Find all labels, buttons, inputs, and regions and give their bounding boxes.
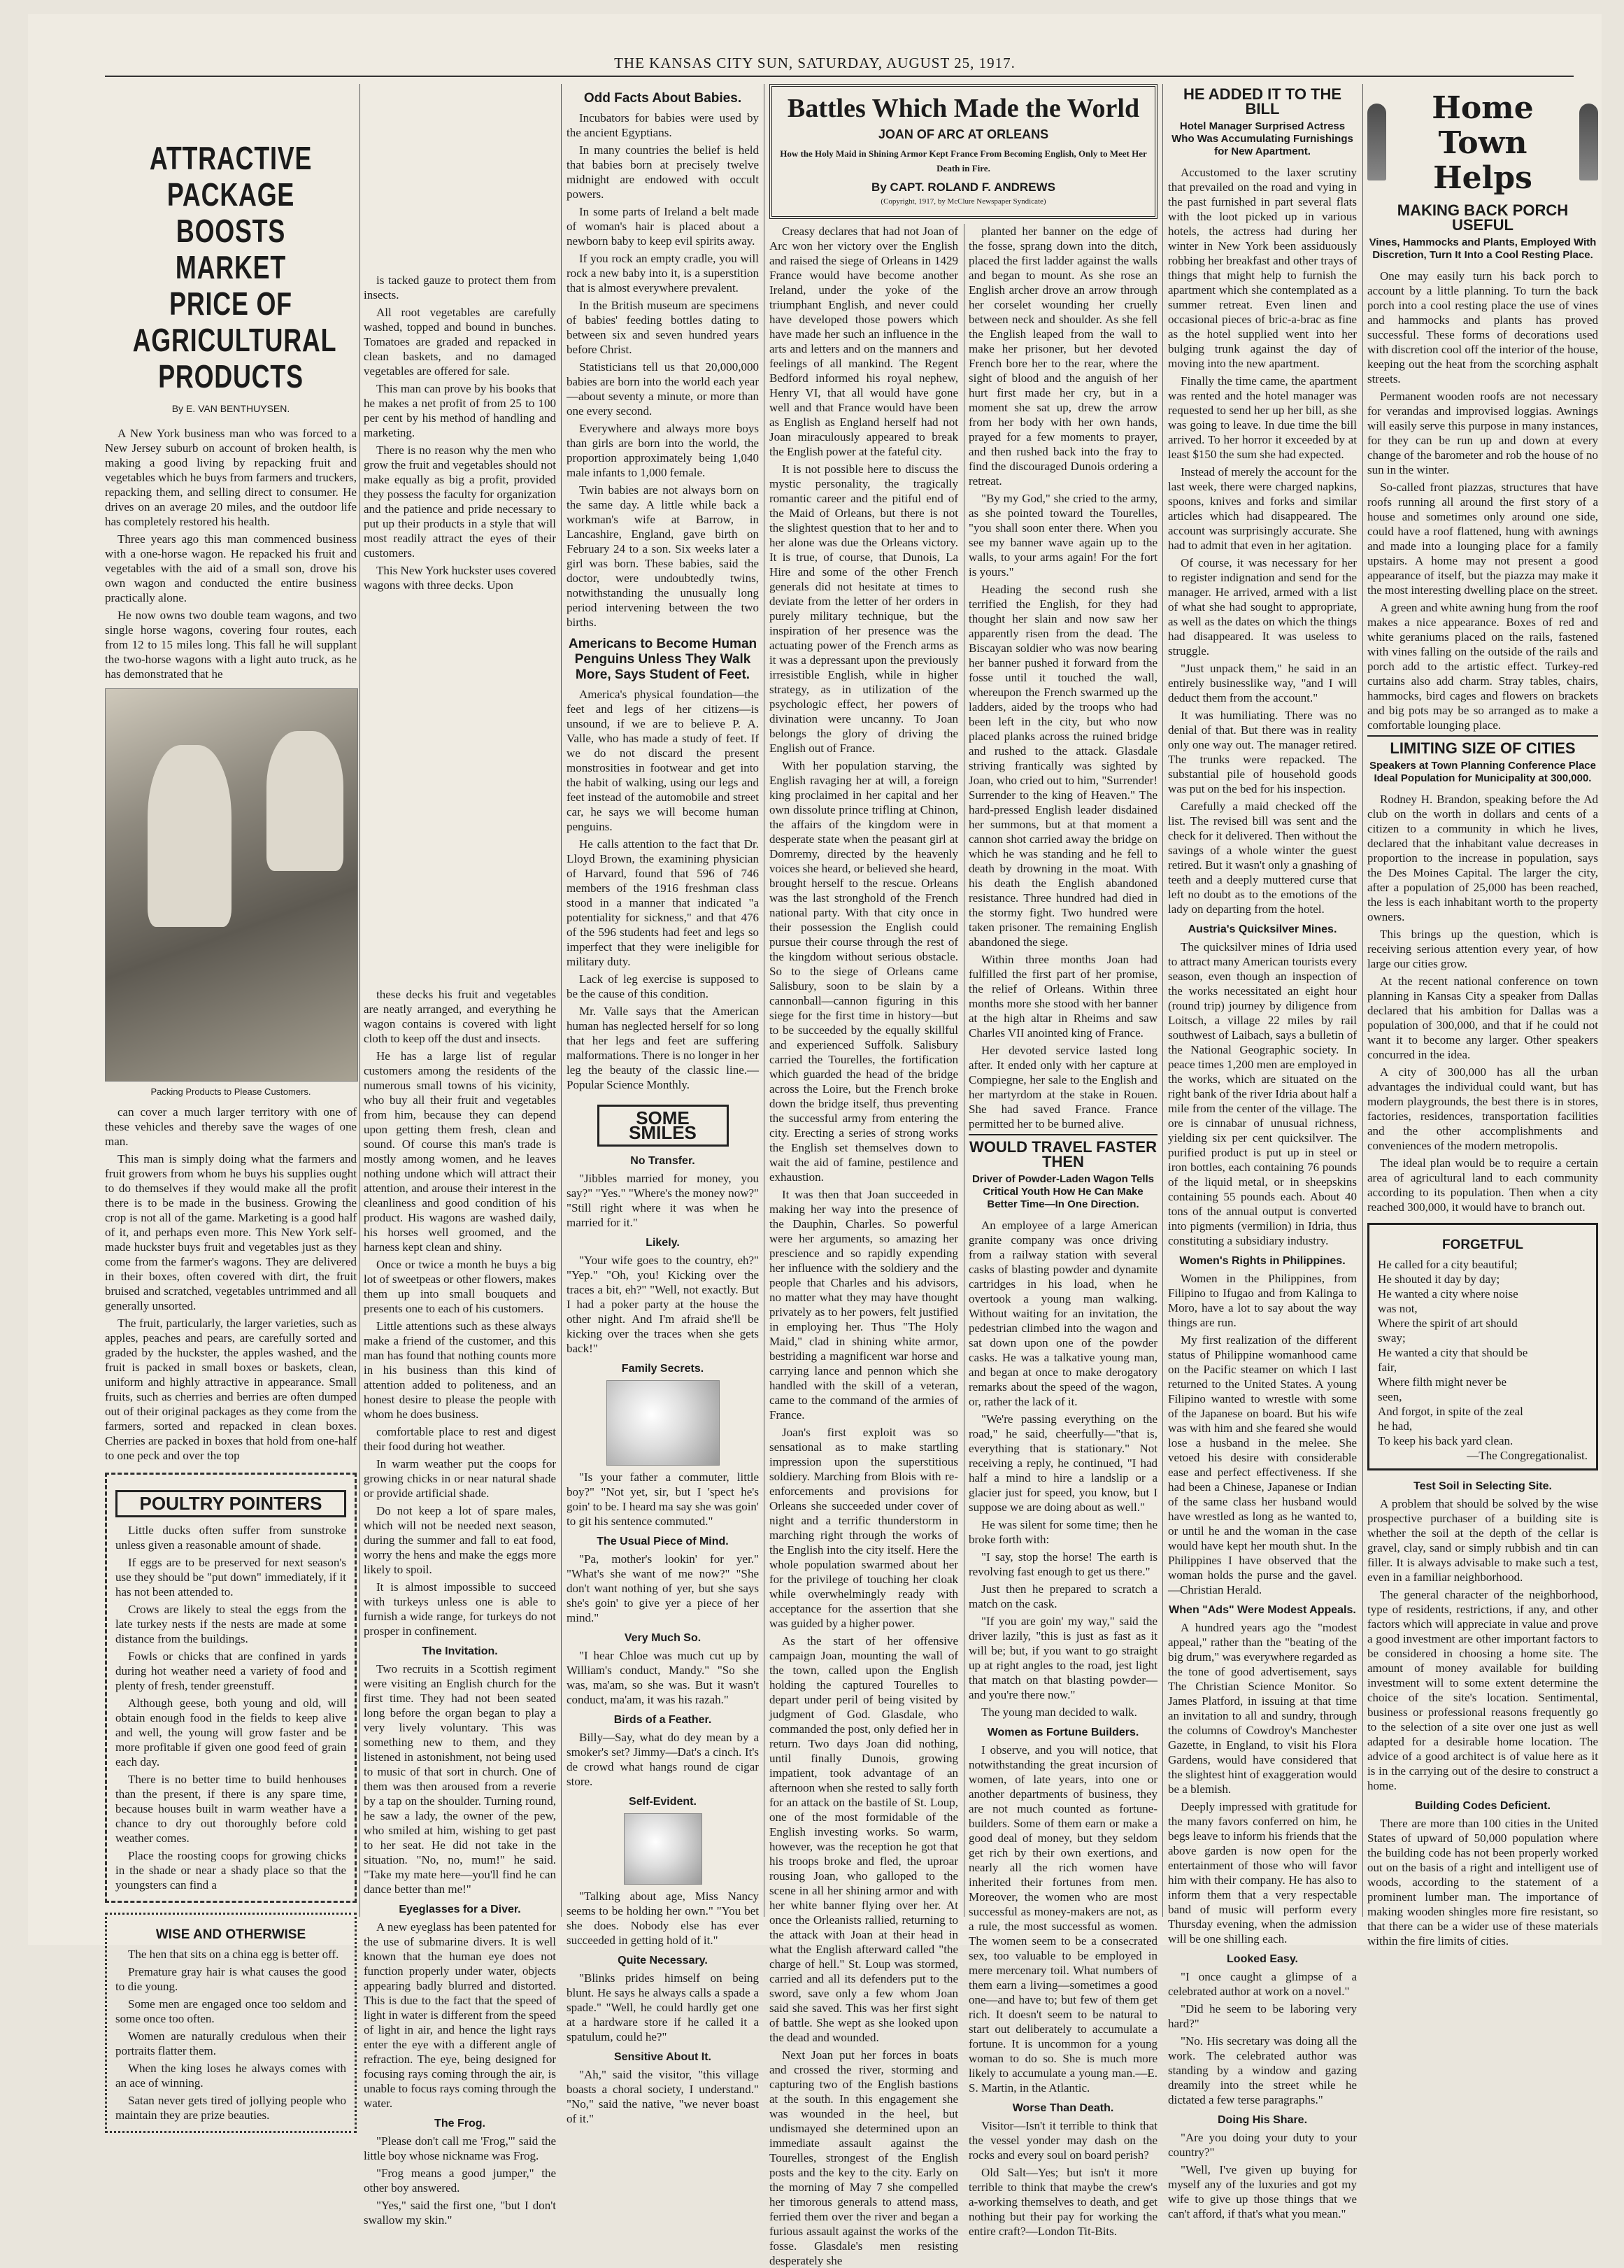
article-paragraph: can cover a much larger territory with one of these vehicles and thereby save the wages of one man. [105, 1105, 357, 1148]
article-paragraph: Do not keep a lot of spare males, which will not be needed next season, during the summer and fall to eat food, worry the hens and make the eggs more likely to spoil. [364, 1504, 556, 1576]
article-paragraph: Statisticians tell us that 20,000,000 babies are born into the world each year—about seventy a minute, or more than one every second. [567, 360, 759, 418]
headline-package: ATTRACTIVE PACKAGE BOOSTS MARKET PRICE OF AGRICULTURAL PRODUCTS [132, 140, 337, 395]
wise-item: Premature gray hair is what causes the good to die young. [115, 1965, 346, 1993]
poultry-item: Although geese, both young and old, will obtain enough food in the fields to keep alive and well, the young will grow faster and be more profitable if given one good feed of grain each day. [115, 1696, 346, 1769]
wise-item: When the king loses he always comes with an ace of winning. [115, 2062, 346, 2090]
article-paragraph: My first realization of the different status of Philippine womanhood came on the Pacific steamer on which I last returned to the United States. A young Filipino wanted to wrestle with some of the Japanese on board. But his wife was with him and she feared she would lose a husband in the melee. She vetoed his desire with considerable ease and perfect effectiveness. If she had been a Chinese, Japanese or Indian of the same class her husband would have wrestled as long as he wanted to, or until he and the woman in the case would have kept her mouth shut. In the Philippines I have observed that the woman holds the purse and the gavel.—Christian Herald. [1168, 1333, 1357, 1596]
article-paragraph: "Well, I've given up buying for myself any of the luxuries and got my wife to give up those things that we can't afford, if that's what you mean." [1168, 2163, 1357, 2220]
article-paragraph: At the recent national conference on town planning in Kansas City a speaker from Dallas declared that his ambition for Dallas was a population of 300,000, and that if he could not want it to become any larger. Other speakers concurred in the idea. [1367, 974, 1598, 1061]
article-paragraph: Everywhere and always more boys than girls are born into the world, the proportion approximately being 1,040 male infants to 1,000 female. [567, 422, 759, 479]
article-paragraph: If you rock an empty cradle, you will rock a new baby into it, is a superstition that is almost everywhere prevalent. [567, 252, 759, 295]
article-paragraph: is tacked gauze to protect them from insects. [364, 274, 556, 302]
article-paragraph: He calls attention to the fact that Dr. Lloyd Brown, the examining physician of Harvard, found that 596 of 746 members of the 1916 freshman class stood in a manner that indicated "a potentiality for sickness," and that 476 of the 596 students had feet and legs so imperfect that they were ineligible for military duty. [567, 837, 759, 968]
article-paragraph: I observe, and you will notice, that notwithstanding the great incursion of women, of late years, into one or another departments of business, they are not much counted as fortune-builders. Some of them earn or make a good deal of money, but they seldom get rich by their own exertions, and nearly all the rich women have inherited their fortunes from men. Moreover, the women who are most successful as money-makers are not, as a rule, the most successful as women. The women seem to be a consecrated sex, too valuable to be employed in mere mercenary toil. What numbers of them earn a living—sometimes a good one—and have to; but few of them get rich. It doesn't seem to be natural to start out deliberately to accumulate a fortune. It is uncommon for a young woman to do so. She is much more likely to accumulate a young man.—E. S. Martin, in the Atlantic. [969, 1743, 1158, 2095]
poultry-item: Little ducks often suffer from sunstroke unless given a reasonable amount of shade. [115, 1524, 346, 1552]
wise-title: WISE AND OTHERWISE [155, 1927, 306, 1942]
joke-title: Likely. [646, 1237, 680, 1249]
masthead: THE KANSAS CITY SUN, SATURDAY, AUGUST 25, 1917. [614, 55, 1016, 71]
masthead-rule [105, 76, 1574, 77]
bill-title: HE ADDED IT TO THE BILL [1183, 85, 1342, 118]
article-paragraph: Carefully a maid checked off the list. The revised bill was sent and the check for it delivered. Then without the savings of a whole winter the guest retired. But it wasn't only a gnashing of teeth and a deeply muttered curse that left no doubt as to the emotions of the lady on departing from the hotel. [1168, 800, 1357, 916]
article-paragraph: One may easily turn his back porch to account by a little planning. To turn the back porch into a cool resting place the use of vines and hammocks and plants has proved successful. These forms of decorations used with discretion cool off the interior of the house, keeping out the heat from the scorching asphalt streets. [1367, 269, 1598, 385]
joke-title: Very Much So. [624, 1632, 701, 1644]
article-paragraph: A new eyeglass has been patented for the use of submarine divers. It is well known that the human eye does not function properly under water, objects appearing badly blurred and distorted. This is due to the fact that the speed of light in water is different from the speed of light in air, and hence the light rays enter the eye with a different angle of refraction. The eye, being designed for focusing rays coming through the air, is unable to focus rays coming through the water. [364, 1920, 556, 2110]
article-paragraph: "Just unpack them," he said in an entirely businesslike way, "and I will deduct them from the account." [1168, 662, 1357, 704]
article-paragraph: It is almost impossible to succeed with turkeys unless one is able to furnish a wide range, for turkeys do not prosper in confinement. [364, 1580, 556, 1638]
newspaper-page [28, 14, 1602, 2267]
article-paragraph: In warm weather put the coops for growing chicks in or near natural shade or provide artificial shade. [364, 1457, 556, 1500]
article-paragraph: He now owns two double team wagons, and two single horse wagons, covering four routes, each from 12 to 15 miles long. This fall he will supplant the two-horse wagons with a light auto truck, as he has demonstrated that he [105, 609, 357, 681]
easy-title: Looked Easy. [1227, 1953, 1298, 1965]
joke-body: "Blinks prides himself on being blunt. He says he always calls a spade a spade." "Well, he could hardly get one at a hardware store if he called it a spatulum, could he?" [567, 1971, 759, 2043]
mines-title: Austria's Quicksilver Mines. [1188, 923, 1337, 935]
article-paragraph: All root vegetables are carefully washed, topped and bound in bunches. Tomatoes are graded and repacked in clean baskets, and no damaged vegetables are offered for sale. [364, 306, 556, 378]
frog-title: The Frog. [434, 2118, 485, 2129]
travel-deck: Driver of Powder-Laden Wagon Tells Critical Youth How He Can Make Better Time—In One Direction. [971, 1173, 1155, 1210]
poem-line: seen, [1378, 1390, 1402, 1403]
article-paragraph: Visitor—Isn't it terrible to think that the vessel yonder may dash on the rocks and every soul on board perish? [969, 2119, 1158, 2162]
worse-title: Worse Than Death. [1012, 2102, 1114, 2114]
article-paragraph: A city of 300,000 has all the urban advantages the individual could want, but has modern playgrounds, the best there is in stores, factories, residences, transportation facilities and the other accomplishments and conveniences of the modern metropolis. [1367, 1065, 1598, 1152]
article-paragraph: Incubators for babies were used by the ancient Egyptians. [567, 111, 759, 139]
article-paragraph: "No. His secretary was doing all the work. The celebrated author was standing by a window and gazing dreamily into the street while he dictated a few terse paragraphs." [1168, 2034, 1357, 2106]
joke-body: "Your wife goes to the country, eh?" "Yep." "Oh, you! Kicking over the traces a bit, eh?" "Well, not exactly. But I had a poker party at the house the other night. And I'm afraid she'll be kicking over the traces when she gets back!" [567, 1254, 759, 1355]
article-paragraph: He was silent for some time; then he broke forth with: [969, 1518, 1158, 1546]
article-paragraph: He has a large list of regular customers among the residents of the numerous small towns of his vicinity, who buy all their fruit and vegetables from him, because they can depend upon getting them fresh, clean and sound. Of course this man's trade is mostly among women, and he leaves nothing undone which will attract their attention, and arouse their interest in the cleanliness and good condition of his product. His wagons are washed daily, his horses well groomed, and the harness kept clean and shiny. [364, 1049, 556, 1254]
battles-copyright: (Copyright, 1917, by McClure Newspaper Syndicate) [881, 197, 1046, 206]
article-paragraph: "We're passing everything on the road," he said, cheerfully—"that is, everything that is stationary." Not receiving a reply, he continued, "I had half a mind to hire a landslip or a glacier just for speed, you know, but I suppose we are doing about as well." [969, 1412, 1158, 1514]
plant-icon [1579, 104, 1598, 180]
article-paragraph: In the British museum are specimens of babies' feeding bottles dating to between six and seven hundred years before Christ. [567, 299, 759, 356]
porch-title: MAKING BACK PORCH USEFUL [1397, 201, 1569, 234]
home-town-helps-header [1367, 84, 1598, 200]
joke-title: Sensitive About It. [614, 2051, 711, 2063]
wise-item: Some men are engaged once too seldom and some once too often. [115, 1997, 346, 2025]
article-paragraph: Three years ago this man commenced business with a one-horse wagon. He repacked his fruit and vegetables with the aid of a small son, drove his own wagon and conducted the entire business practically alone. [105, 532, 357, 604]
article-paragraph: Her devoted service lasted long after. It ended only with her capture at Compiegne, her sale to the English and her martyrdom at the stake in Rouen. She had saved France. France permitted her to be burned alive. [969, 1044, 1158, 1131]
joke-body: "Ah," said the visitor, "this village boasts a choral society, I understand." "No," said the native, "we never boast of it." [567, 2068, 759, 2125]
wise-item: Women are naturally credulous when their portraits flatter them. [115, 2029, 346, 2057]
cartoon-illustration [606, 1380, 720, 1466]
article-paragraph: The general character of the neighborhood, type of residents, restrictions, if any, and other factors which will appreciate in value and prove a good investment are other important factors to be considered in choosing a home site. The amount of money available for building investment will to some extent determine the choice of the site's location. Sentimental, business or professional reasons frequently go to the selection of a site over one just as well adapted for a desirable home location. The advice of a good architect is of value here as it is in the carrying out of the desire to construct a home. [1367, 1588, 1598, 1792]
ads-title: When "Ads" Were Modest Appeals. [1169, 1604, 1356, 1616]
poem-line: Where the spirit of art should [1378, 1317, 1518, 1330]
column-divider [359, 84, 360, 1917]
plant-icon [1367, 104, 1386, 180]
women-title: Women as Fortune Builders. [987, 1727, 1139, 1738]
soil-title: Test Soil in Selecting Site. [1413, 1480, 1552, 1492]
article-paragraph: "If you are goin' my way," said the driver lazily, "this is just as fast as it will be; but, if you want to go straight up at right angles to the road, jest light that match on that blasting powder—and you're there now." [969, 1615, 1158, 1701]
byline: By E. VAN BENTHUYSEN. [171, 403, 290, 414]
invitation-title: The Invitation. [422, 1645, 498, 1657]
column-5 [969, 224, 1158, 2238]
joke-title: The Usual Piece of Mind. [597, 1536, 729, 1547]
poem-line: fair, [1378, 1361, 1397, 1374]
porch-deck: Vines, Hammocks and Plants, Employed With Discretion, Turn It Into a Cool Resting Place. [1369, 236, 1597, 261]
column-divider [1162, 84, 1163, 1917]
article-paragraph: Heading the second rush she terrified the English, for they had thought her slain and now saw her apparently risen from the dead. The Biscayan soldier who was now bearing her banner pushed it forward from the fosse until it touched the wall, whereupon the French swarmed up the ladders, aided by the troops who had been left in the city, but who now placed planks across the ruined bridge and rushed to the attack. Glasdale striving frantically was sighted by Joan, who cried out to him, "Surrender! Surrender to the king of Heaven." The hard-pressed English leader disdained her summons, but at that moment a cannon shot carried away the bridge on which he was standing and he fell to death by drowning in the moat. With his death the English abandoned resistance. Three hundred had died in the stormy fight. Two hundred were taken prisoner. The remaining English abandoned the siege. [969, 583, 1158, 949]
article-paragraph: Finally the time came, the apartment was rented and the hotel manager was requested to send her up her bill, as she was going to leave. In due time the bill arrived. To her horror it exceeded by at least $150 the sum she had expected. [1168, 374, 1357, 461]
battles-byline: By CAPT. ROLAND F. ANDREWS [871, 180, 1055, 194]
article-paragraph: Lack of leg exercise is supposed to be the cause of this condition. [567, 972, 759, 1000]
article-paragraph: these decks his fruit and vegetables are neatly arranged, and everything he wagon contains is covered with light cloth to keep off the dust and insects. [364, 988, 556, 1045]
article-paragraph: Instead of merely the account for the last week, there were charged napkins, spoons, knives and forks and similar articles which had disappeared. The account was surprisingly accurate. She had to admit that even in her agitation. [1168, 465, 1357, 552]
poultry-item: Place the roosting coops for growing chicks in the shade or near a shady place so that the youngsters can find a [115, 1849, 346, 1892]
cities-deck: Speakers at Town Planning Conference Place Ideal Population for Municipality at 300,000. [1369, 760, 1596, 784]
article-paragraph: Deeply impressed with gratitude for the many favors conferred on him, he begs leave to inform his friends that the above garden is now open for the entertainment of those who will favor him with their company. He has also to inform them that a very respectable band of music will perform every Thursday evening, when the admission will be one shilling each. [1168, 1800, 1357, 1945]
article-paragraph: Old Salt—Yes; but isn't it more terrible to think that maybe the crew's a-working themselves to death, and get nothing but their pay for working the entire craft?—London Tit-Bits. [969, 2166, 1158, 2238]
poem-source: —The Congregationalist. [1467, 1449, 1588, 1462]
article-paragraph: Of course, it was necessary for her to register indignation and send for the manager. He arrived, armed with a list of what she had sought to appropriate, as well as the dates on which the things had disappeared. It was useless to struggle. [1168, 556, 1357, 658]
article-paragraph: The quicksilver mines of Idria used to attract many American tourists every season, even though an inspection of the works necessitated an eight hour (round trip) journey by diligence from Loitsch, a village 22 miles by rail southwest of Laibach, says a bulletin of the National Geographic society. In peace times 1,200 men are employed in the works, which are situated on the right bank of the river Idria about half a mile from the center of the village. The ore is cinnabar of unusual richness, yielding six per cent quicksilver. The purified product is put up in steel or iron bottles, each containing 76 pounds of the liquid metal, or in sheepskins containing 55 pounds each. About 40 tons of the annual output is converted into pigments (vermilion) in Idria, thus constituting a subsidiary industry. [1168, 940, 1358, 1247]
poem-line: Where filth might never be [1378, 1375, 1507, 1389]
joke-body: "I hear Chloe was much cut up by William's conduct, Mandy." "So she was, ma'am, so she was. But it wasn't conduct, ma'am, it was his razah." [567, 1649, 759, 1706]
poultry-title: POULTRY POINTERS [115, 1490, 346, 1517]
article-paragraph: It was humiliating. There was no denial of that. But there was in reality only one way out. The manager retired. The trunks were repacked. The substantial pile of household goods was put on the bed for his inspection. [1168, 709, 1357, 795]
article-paragraph: "Please don't call me 'Frog,'" said the little boy whose nickname was Frog. [364, 2134, 556, 2162]
wise-item: The hen that sits on a china egg is better off. [128, 1948, 339, 1961]
poultry-item: Fowls or chicks that are confined in yards during hot weather need a variety of food and plenty of fresh, tender greenstuff. [115, 1650, 346, 1692]
column-4-body [769, 224, 958, 2267]
joke-title: Quite Necessary. [618, 1955, 708, 1966]
article-paragraph: A New York business man who was forced to a New Jersey suburb on account of broken health, is making a good living by repacking fruit and vegetables which he buys from farmers and truckers, repacking them, and selling direct to consumer. He drives on an average 20 miles, and the outdoor life has completely restored his health. [105, 427, 357, 528]
joke-body: "Jibbles married for money, you say?" "Yes." "Where's the money now?" "Still right where it was when he married for it." [567, 1172, 759, 1229]
travel-title: WOULD TRAVEL FASTER THEN [969, 1134, 1158, 1169]
article-paragraph: comfortable place to rest and digest their food during hot weather. [364, 1425, 556, 1453]
column-6 [1168, 84, 1358, 2220]
article-paragraph: Just then he prepared to scratch a match on the cask. [969, 1582, 1158, 1610]
article-paragraph: With her population starving, the English ravaging her at will, a foreign king proclaimed in her capital and her own dissolute prince trifling at Chinon, the affairs of the kingdom were in desperate state when the peasant girl at Domremy, directed by the heavenly voices she heard, or believed she heard, brought herself to the rescue. Orleans was the last stronghold of the French national party. With that city once in their possession the English could pursue their course through the rest of the kingdom without serious obstacle. So to the siege of Orleans came Salisbury, soon to be slain by a cannonball—cannon figuring in this siege for the first time in history—but to be succeeded by the equally skillful and experienced Suffolk. Salisbury carried the Tourelles, the fortification which guarded the head of the bridge across the Loire, but the French broke down the bridge itself, thus preventing the successful army from entering the city. Erecting a series of strong works the English set themselves down to wait the aid of famine, pestilence and exhaustion. [769, 759, 958, 1184]
article-paragraph: Next Joan put her forces in boats and crossed the river, storming and capturing two of the English bastions at the south. In this engagement she was wounded in the heel, but undismayed she determined upon an immediate assault against the Tourelles, strongest of the English posts and the key to the city. Early on the morning of May 7 she compelled her timorous generals to attend mass, ferried them over the river and began a furious assault against the works of the fosse. Glasdale's men resisting desperately she [769, 2048, 958, 2267]
girl-illustration [624, 1813, 702, 1885]
poem-line: And forgot, in spite of the zeal [1378, 1405, 1523, 1418]
article-paragraph: An employee of a large American granite company was once driving from a railway station with several casks of blasting powder and dynamite cartridges in his load, when he overtook a young man walking. Without waiting for an invitation, the pedestrian climbed into the wagon and sat down upon one of the powder casks. He was a talkative young man, and began at once to make derogatory remarks about the speed of the wagon, or, rather the lack of it. [969, 1219, 1158, 1408]
joke-title: Birds of a Feather. [613, 1714, 712, 1726]
poultry-item: Crows are likely to steal the eggs from the late turkey nests if the nests are made at some distance from the buildings. [115, 1603, 346, 1645]
joke-body: Billy—Say, what do dey mean by a smoker's set? Jimmy—Dat's a cinch. It's de crowd what hangs round de cigar store. [567, 1731, 759, 1788]
article-paragraph: "Are you doing your duty to your country?" [1168, 2131, 1357, 2159]
forgetful-title: FORGETFUL [1441, 1238, 1524, 1252]
article-paragraph: Rodney H. Brandon, speaking before the Ad club on the worth in dollars and cents of a citizen to a community in which he lives, declared that the inhabitant value decreases in proportion to the increase in population, says the Des Moines Capital. The larger the city, after a population of 25,000 has been reached, the less is each inhabitant worth to the property owners. [1367, 793, 1598, 923]
codes-title: Building Codes Deficient. [1415, 1800, 1551, 1812]
article-paragraph: Accustomed to the laxer scrutiny that prevailed on the road and vying in the past furnished in part several flats with the loot picked up in various hotels, the actress had during her winter in New York been assiduously robbing her breakfast and other trays of things that might help to furnish the apartment which she contemplated as a summer retreat. Even linen and occasional pieces of bric-a-brac as fine as the hotel supplied went into her bulging trunk against the day of moving into the new apartment. [1168, 166, 1357, 370]
article-paragraph: "Frog means a good jumper," the other boy answered. [364, 2167, 556, 2195]
joke-body: "Talking about age, Miss Nancy seems to be holding her own." "You bet she does. Nobody else has ever succeeded in getting hold of it." [567, 1890, 759, 1947]
column-divider [561, 84, 562, 1917]
poem-line: To keep his back yard clean. [1378, 1434, 1513, 1447]
smiles-title: SOME SMILES [597, 1105, 729, 1147]
article-paragraph: In some parts of Ireland a belt made of woman's hair is placed about a newborn baby to keep evil spirits away. [567, 205, 759, 248]
philippines-title: Women's Rights in Philippines. [1179, 1255, 1346, 1267]
article-paragraph: Once or twice a month he buys a big lot of sweetpeas or other flowers, makes them up into small bouquets and presents one to each of his customers. [364, 1258, 556, 1315]
poultry-item: There is no better time to build henhouses than the present, if there is any spare time, because houses built in warm weather have a chance to dry out thoroughly before cold weather comes. [115, 1773, 346, 1845]
joke-title: Family Secrets. [621, 1363, 704, 1375]
article-paragraph: Little attentions such as these always make a friend of the customer, and this man has found that nothing counts more in his business than this kind of attention added to politeness, and an honest desire to please the people with whom he does business. [364, 1319, 556, 1421]
battles-deck: How the Holy Maid in Shining Armor Kept France From Becoming English, Only to Meet Her Death in Fire. [780, 148, 1147, 173]
article-paragraph: Two recruits in a Scottish regiment were visiting an English church for the first time. They had not been seated long before the organ began to play a very lively voluntary. This was something new to them, and they listened in astonishment, not being used to music of that sort in church. One of them was then aroused from a reverie by a tap on the shoulder. Turning round, he saw a lady, the owner of the pew, who smiled at him, wishing to get past to her seat. He did not take in the situation. "No, no, mum!" he said. "Take my mate here—you'll find he can dance better than me!" [364, 1662, 556, 1896]
article-paragraph: In many countries the belief is held that babies born at precisely twelve midnight are endowed with occult powers. [567, 143, 759, 201]
article-paragraph: Permanent wooden roofs are not necessary for verandas and improvised loggias. Awnings will easily serve this purpose in many instances, for they can be run up and down at every change of the barometer and rob the house of no sun in the winter. [1367, 390, 1598, 476]
cities-title: LIMITING SIZE OF CITIES [1367, 735, 1598, 756]
article-paragraph: Within three months Joan had fulfilled the first part of her promise, the relief of Orleans. Within three months more she stood with her banner at the high altar in Rheims and saw Charles VII anointed king of France. [969, 953, 1158, 1040]
poem-line: He called for a city beautiful; [1378, 1258, 1518, 1271]
article-paragraph: It was then that Joan succeeded in making her way into the presence of the Dauphin, Charles. So powerful were her arguments, so amazing her prescience and so rapidly expending her influence with the soldiery and the people that Charles and his advisors, no matter what they may have thought privately as to her powers, felt justified in employing her. Thus "The Holy Maid," clad in shining white armor, bestriding a magnificent war horse and carrying lance and pennon which she handled with the skill of a veteran, came to the command of the armies of France. [769, 1188, 958, 1422]
bill-deck: Hotel Manager Surprised Actress Who Was Accumulating Furnishings for New Apartment. [1171, 120, 1353, 157]
babies-title: Odd Facts About Babies. [583, 91, 742, 106]
share-title: Doing His Share. [1217, 2114, 1308, 2126]
poem-line: He shouted it day by day; [1378, 1273, 1500, 1286]
article-paragraph: Joan's first exploit was so sensational as to make startling impression upon the superstitious soldiery. Marching from Blois with re-enforcements and provisions for Orleans she succeeded under cover of night and a terrific thunderstorm in marching right through the works of the English into the city itself. Here the whole population swarmed about her for the privilege of touching her cloak while overwhelmingly ready with acceptance for the assertion that she was guided by a higher power. [769, 1426, 958, 1630]
article-paragraph: There are more than 100 cities in the United States of upward of 50,000 population where the building code has not been properly worked out on the basis of a right and intelligent use of woods, according to the statement of a prominent lumber man. The importance of making wooden shingles more fire resistant, so that there can be a wider use of these materials within the fire limits of cities. [1367, 1817, 1598, 1948]
article-paragraph: There is no reason why the men who grow the fruit and vegetables should not make equally as big a profit, provided they possess the faculty for organization and the patience and pride necessary to put up their products in a style that will most readily attract the eyes of their customers. [364, 444, 556, 560]
article-paragraph: A green and white awning hung from the roof makes a nice appearance. Boxes of red and white geraniums placed on the rails, fastened with vines falling on the outside of the rails and porch add to the artistic effect. Turkey-red curtains also add charm. Stray tables, chairs, hammocks, bird cages and flowers on brackets and big pots may be so arranged as to make a comfortable lounging place. [1367, 601, 1598, 732]
column-divider [1362, 84, 1363, 1917]
article-paragraph: "Yes," said the first one, "but I don't swallow my skin." [364, 2199, 556, 2227]
article-paragraph: "I say, stop the horse! The earth is revolving fast enough to get us there." [969, 1550, 1158, 1578]
article-paragraph: Women in the Philippines, from Filipino to Ifugao and from Kalinga to Moro, have a lot to say about the way things are run. [1168, 1272, 1357, 1329]
article-paragraph: The ideal plan would be to require a certain area of agricultural land to each community according to its population. Then when a city reached 300,000, it would have to branch out. [1367, 1156, 1598, 1214]
poem-line: he had, [1378, 1419, 1413, 1433]
wise-otherwise-box [105, 1913, 357, 2133]
column-7 [1367, 84, 1598, 1948]
article-paragraph: The young man decided to walk. [981, 1706, 1137, 1719]
eyeglasses-title: Eyeglasses for a Diver. [399, 1904, 521, 1915]
home-town-helps-title: Home Town Helps [1432, 90, 1534, 196]
poem-line: was not, [1378, 1302, 1418, 1315]
joke-title: No Transfer. [630, 1155, 695, 1167]
joke-body: "Is your father a commuter, little boy?" "Not yet, sir, but I 'spect he's goin' to be. I heard ma say she was goin' to git his sentence commuted." [567, 1470, 759, 1528]
wise-item: Satan never gets tired of jollying people who maintain they are prize beauties. [115, 2094, 346, 2122]
poem-line: He wanted a city where noise [1378, 1287, 1518, 1300]
article-paragraph: "By my God," she cried to the army, as she pointed toward the Tourelles, "you shall soon enter there. When you see my banner wave again up to the walls, to your arms again! For the fort is yours." [969, 492, 1158, 579]
article-paragraph: "Did he seem to be laboring very hard?" [1168, 2002, 1357, 2030]
article-paragraph: This man is simply doing what the farmers and fruit growers from whom he buys his supplies ought to do themselves if they would make all the profit there is to be made in the business. Growing the crop is not all of the game. Marketing is a good half of it, and perhaps even more. This New York self-made huckster buys fruit and vegetables just as they come from the farmer's wagons. They are delivered in their boxes, often covered with dirt, the fruit bruised and scratched, vegetables untrimmed and all generally unsorted. [105, 1152, 357, 1312]
article-paragraph: A problem that should be solved by the wise prospective purchaser of a building site is whether the soil at the depth of the cellar is gravel, clay, sand or simply rubbish and tin can filler. It is always advisable to make such a test, even in a familiar neighborhood. [1367, 1497, 1598, 1584]
photo-caption: Packing Products to Please Customers. [150, 1086, 311, 1097]
battles-subtitle: JOAN OF ARC AT ORLEANS [878, 127, 1049, 141]
article-paragraph: As the start of her offensive campaign Joan, mounting the wall of the town, called upon the English holding the captured Tourelles to depart under peril of being visited by judgment of God. Glasdale, who commanded the post, only defied her in return. Two days Joan did nothing, until finally Dunois, growing impatient, took advantage of an afternoon when she rested to sally forth for an attack on the bastile of St. Loup, one of the most formidable of the English investing works. So warm, however, was the reception he got that his troops broke and fled, the uproar rousing Joan, who galloped to the scene in all her shining armor and with her white banner flying over her. At once the Orleanists rallied, returning to the attack with Joan at their head in what the English afterward called "the charge of hell." St. Loup was stormed, carried and all its defenders put to the sword, save only a few whom Joan said she saved. This was her first sight of battle. She wept as she looked upon the dead and wounded. [769, 1634, 958, 2044]
article-paragraph: Twin babies are not always born on the same day. A little while back a workman's wife at Barrow, in Lancashire, England, gave birth on February 24 to a son. Six weeks later a girl was born. These babies, said the doctor, were undoubtedly twins, notwithstanding the unusually long period intervening between the two births. [567, 483, 759, 629]
article-paragraph: This brings up the question, which is receiving serious attention every year, of how large our cities grow. [1367, 928, 1598, 970]
article-paragraph: America's physical foundation—the feet and legs of her citizens—is unsound, if we are to believe P. A. Valle, who has made a study of feet. If we do not discard the present monstrosities in footwear and get into the habit of walking, using our legs and feet instead of the automobile and street car, he says we will become human penguins. [567, 688, 759, 833]
joke-title: Self-Evident. [629, 1796, 697, 1808]
article-paragraph: It is not possible here to discuss the mystic personality, the tragically romantic career and the pitiful end of the Maid of Orleans, but there is not the slightest question that to her and to her alone was due the Orleans victory. It is true, of course, that Dunois, La Hire and some of the other French generals did not hesitate at times to deviate from the letter of her orders in purely military technique, but the inspiration of her presence was the actuating power of the French arms as it was a depressant upon the previously irresistible English, while in higher strategy, as in utilization of the psychologic effect, her powers of divination were uncanny. To Joan belongs the glory of driving the English out of France. [769, 462, 958, 755]
penguins-title: Americans to Become Human Penguins Unless They Walk More, Says Student of Feet. [568, 637, 757, 682]
poem-line: sway; [1378, 1331, 1406, 1345]
article-paragraph: So-called front piazzas, structures that have roofs running all around the first story of a house and sometimes only around one side, could have a roof flattened, hung with awnings and made into a lounging place for a family upstairs. A home may not present a good appearance of itself, but the piazza may make it the most interesting dwelling place on the street. [1367, 481, 1598, 597]
column-3 [567, 84, 759, 2125]
joke-body: "Pa, mother's lookin' for yer." "What's she want of me now?" "She don't want nothing of yer, but she says she's goin' to give yer a piece of her mind." [567, 1552, 759, 1624]
packing-photo [105, 688, 358, 1082]
article-paragraph: This New York huckster uses covered wagons with three decks. Upon [364, 564, 556, 592]
article-paragraph: The fruit, particularly, the larger varieties, such as apples, peaches and pears, are carefully sorted and graded by the huckster, the apples washed, and the fruit is packed in small boxes or baskets, clean, uniform and highly attractive in appearance. Small fruits, such as cherries and berries are often dumped out of their original packages as they come from the farmers, sorted and repacked in clean boxes. Cherries are packed in boxes that hold from one-half to one peck and over the top [105, 1317, 357, 1462]
poultry-pointers-box [105, 1473, 357, 1903]
article-paragraph: planted her banner on the edge of the fosse, sprang down into the ditch, placed the first ladder against the walls and began to mount. As she rose an English archer drove an arrow through her corselet wounding her cruelly between neck and shoulder. As she fell the English leaped from the wall to make her prisoner, but her devoted French bore her to the rear, where the sight of blood and the anguish of her hurt first made her cry, but in a moment she sat up, drew the arrow from her body with her own hands, prayed for a few moments to prayer, and then rushed back into the fray to find the discouraged Dunois ordering a retreat. [969, 225, 1158, 488]
battles-box [769, 84, 1158, 219]
article-paragraph: This man can prove by his books that he makes a net profit of from 25 to 100 per cent by his method of handling and marketing. [364, 382, 556, 439]
article-paragraph: Mr. Valle says that the American human has neglected herself for so long that her legs and feet are suffering malformations. There is no longer in her leg the beauty of the classic line.—Popular Science Monthly. [567, 1005, 759, 1091]
battles-title: Battles Which Made the World [787, 94, 1140, 123]
poultry-item: If eggs are to be preserved for next season's use they should be "put down" immediately, if it has not been attended to. [115, 1556, 346, 1599]
article-paragraph: Creasy declares that had not Joan of Arc won her victory over the English and raised the siege of Orleans in 1429 France would have become another Ireland, under the yoke of the triumphant English, and never could have developed those powers which have made her such an influence in the arts and letters and on the manners and feelings of all mankind. The Regent Bedford informed his royal nephew, Henry VI, that all would have gone well and that France would have been as English as England herself had not Joan miraculously appeared to break the English power at the fateful city. [769, 225, 958, 458]
poem-line: He wanted a city that should be [1378, 1346, 1528, 1359]
column-1 [105, 84, 357, 2122]
article-paragraph: A hundred years ago the "modest appeal," rather than the "beating of the big drum," was everywhere regarded as the tone of good advertisement, says The Christian Science Monitor. So James Platford, in issuing at that time an invitation to all and sundry, through the columns of Cowdroy's Manchester Gazette, in England, to visit his Flora Gardens, would have considered that the slightest hint of exaggeration would be a blemish. [1168, 1621, 1357, 1796]
forgetful-poem-box [1367, 1223, 1598, 1470]
article-paragraph: "I once caught a glimpse of a celebrated author at work on a novel." [1168, 1970, 1357, 1998]
column-2 [364, 84, 556, 2227]
